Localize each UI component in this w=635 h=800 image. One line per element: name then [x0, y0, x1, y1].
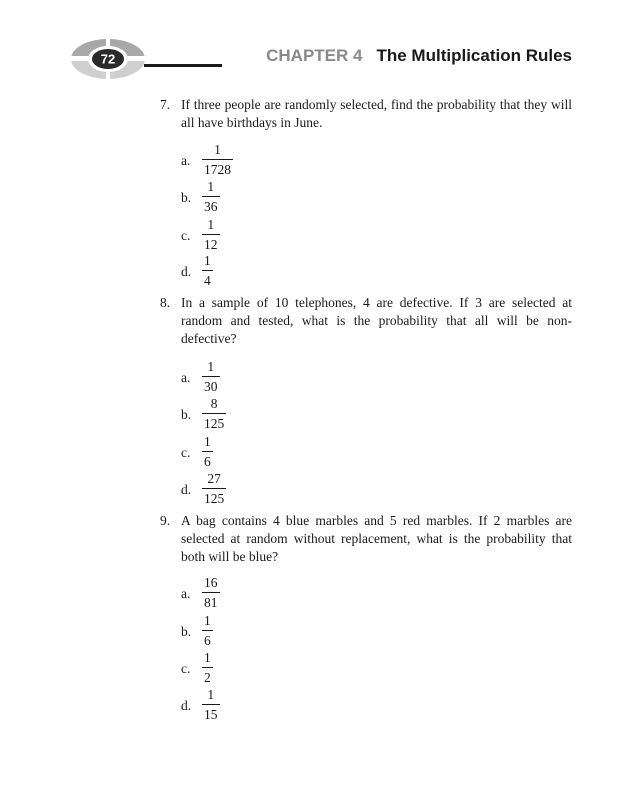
- numerator: 1: [207, 359, 215, 374]
- chapter-heading: [266, 46, 572, 66]
- denominator: 1728: [204, 162, 231, 177]
- option-letter: d.: [181, 698, 192, 713]
- option-8b: [181, 396, 301, 434]
- page-number-emblem: [70, 38, 146, 80]
- denominator: 15: [204, 707, 218, 722]
- fraction: [202, 142, 233, 178]
- page-number: 72: [100, 51, 116, 67]
- question-8: [160, 294, 572, 348]
- option-9c: [181, 650, 301, 688]
- question-text: In a sample of 10 telephones, 4 are defective. If 3 are selected at random and tested, what is the probability that all will be non-defective?: [181, 295, 572, 346]
- header-rule: [144, 64, 222, 67]
- question-number: 9.: [160, 513, 171, 528]
- option-7c: [181, 217, 301, 255]
- option-letter: b.: [181, 190, 192, 205]
- option-letter: a.: [181, 586, 191, 601]
- fraction: [202, 434, 213, 470]
- numerator: 16: [204, 575, 218, 590]
- option-8a: [181, 359, 301, 397]
- option-letter: c.: [181, 445, 191, 460]
- fraction: [202, 217, 220, 253]
- option-letter: d.: [181, 482, 192, 497]
- denominator: 6: [204, 633, 211, 648]
- fraction: [202, 687, 220, 723]
- option-9b: [181, 613, 301, 651]
- fraction: [202, 253, 213, 289]
- denominator: 12: [204, 237, 218, 252]
- chapter-title: The Multiplication Rules: [376, 46, 572, 65]
- numerator: 1: [204, 613, 211, 628]
- question-text: A bag contains 4 blue marbles and 5 red marbles. If 2 marbles are selected at random without replacement, what is the probability that both will be blue?: [181, 513, 572, 564]
- denominator: 30: [204, 379, 218, 394]
- option-9d: [181, 687, 301, 725]
- fraction: [202, 575, 220, 611]
- option-letter: b.: [181, 407, 192, 422]
- option-7a: [181, 142, 301, 180]
- denominator: 125: [204, 416, 225, 431]
- question-number: 8.: [160, 295, 171, 310]
- fraction: [202, 650, 213, 686]
- question-7: [160, 96, 572, 132]
- denominator: 4: [204, 273, 211, 288]
- denominator: 125: [204, 491, 225, 506]
- option-7b: [181, 179, 301, 217]
- numerator: 1: [207, 217, 215, 232]
- question-number: 7.: [160, 97, 171, 112]
- question-text: If three people are randomly selected, find the probability that they will all have birthdays in June.: [181, 97, 572, 130]
- option-letter: a.: [181, 370, 191, 385]
- numerator: 1: [204, 253, 211, 268]
- fraction: [202, 471, 226, 507]
- option-8d: [181, 471, 301, 509]
- denominator: 36: [204, 199, 218, 214]
- fraction: [202, 179, 220, 215]
- option-letter: c.: [181, 661, 191, 676]
- denominator: 6: [204, 454, 211, 469]
- fraction: [202, 396, 226, 432]
- denominator: 81: [204, 595, 218, 610]
- numerator: 1: [204, 434, 211, 449]
- numerator: 1: [207, 179, 215, 194]
- fraction: [202, 613, 213, 649]
- numerator: 1: [207, 687, 215, 702]
- page-header: [0, 0, 635, 100]
- fraction: [202, 359, 220, 395]
- chapter-label: CHAPTER 4: [266, 46, 363, 65]
- option-letter: a.: [181, 153, 191, 168]
- question-9: [160, 512, 572, 566]
- denominator: 2: [204, 670, 211, 685]
- numerator: 1: [214, 142, 221, 157]
- option-8c: [181, 434, 301, 472]
- option-7d: [181, 253, 301, 291]
- option-letter: c.: [181, 228, 191, 243]
- option-letter: b.: [181, 624, 192, 639]
- option-9a: [181, 575, 301, 613]
- numerator: 1: [204, 650, 211, 665]
- option-letter: d.: [181, 264, 192, 279]
- numerator: 27: [207, 471, 221, 486]
- numerator: 8: [210, 396, 218, 411]
